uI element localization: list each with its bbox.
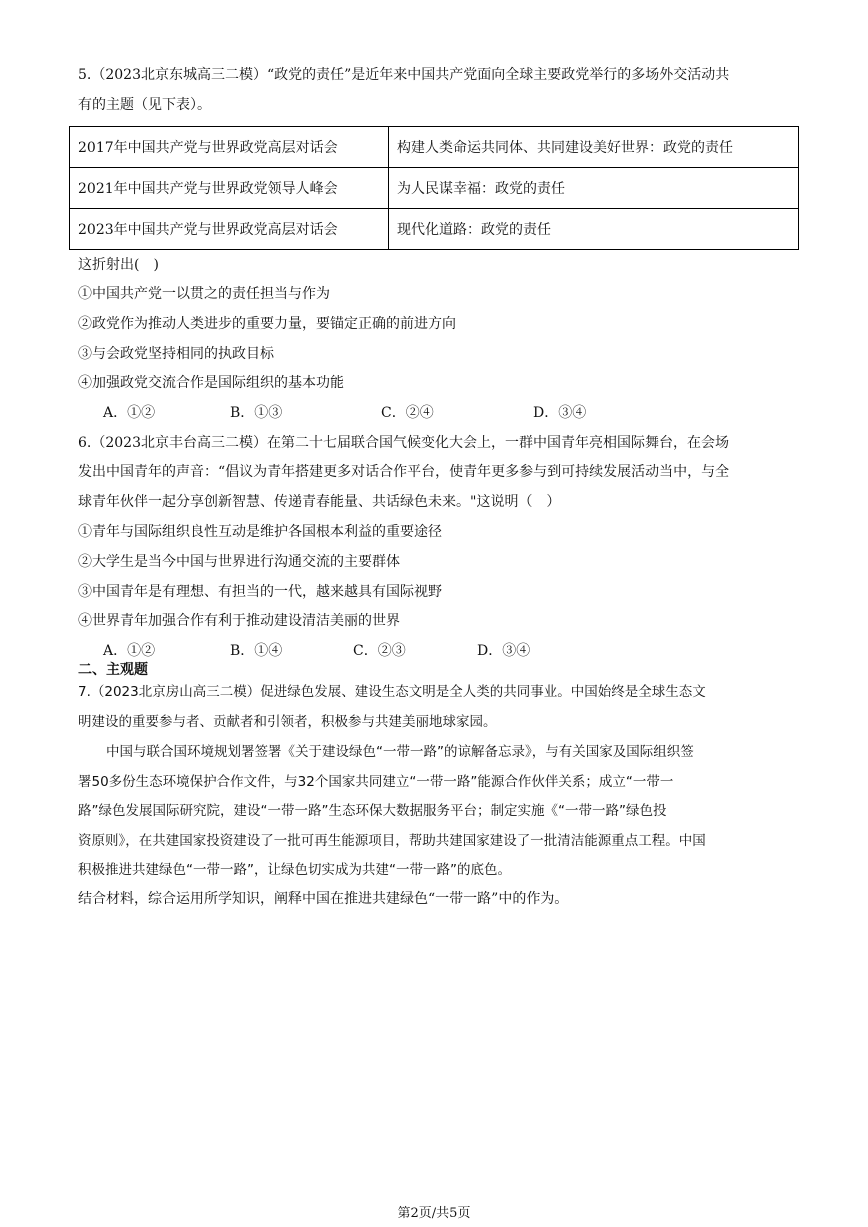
q6-item-2: ②大学生是当今中国与世界进行沟通交流的主要群体 — [78, 554, 400, 570]
q6-stem-line-1: 6.（2023北京丰台高三二模）在第二十七届联合国气候变化大会上，一群中国青年亮相国际舞台，在会场 — [78, 435, 729, 451]
q5-item-3: ③与会政党坚持相同的执政目标 — [78, 346, 274, 362]
table-cell: 2021年中国共产党与世界政党领导人峰会 — [70, 168, 389, 209]
q6-item-1: ①青年与国际组织良性互动是维护各国根本利益的重要途径 — [78, 524, 442, 540]
page-number: 第2页/共5页 — [397, 1206, 471, 1221]
q6-option-a[interactable]: A．①② — [103, 643, 156, 659]
q5-option-a[interactable]: A．①② — [103, 405, 156, 421]
q5-item-4: ④加强政党交流合作是国际组织的基本功能 — [78, 375, 344, 391]
q7-stem-line-1: 7.（2023北京房山高三二模）促进绿色发展、建设生态文明是全人类的共同事业。中国始终是全球生态文 — [78, 684, 706, 700]
q6-item-3: ③中国青年是有理想、有担当的一代，越来越具有国际视野 — [78, 584, 442, 600]
section-heading: 二、主观题 — [78, 662, 148, 678]
table-cell: 为人民谋幸福：政党的责任 — [389, 168, 799, 209]
q5-stem-line-1: 5.（2023北京东城高三二模）“政党的责任”是近年来中国共产党面向全球主要政党举行的多场外交活动共 — [78, 67, 730, 83]
q5-table — [69, 126, 799, 250]
table-cell: 2023年中国共产党与世界政党高层对话会 — [70, 209, 389, 250]
q5-option-b[interactable]: B．①③ — [230, 405, 283, 421]
table-row — [70, 127, 799, 168]
table-cell: 2017年中国共产党与世界政党高层对话会 — [70, 127, 389, 168]
q5-stem-line-2: 有的主题（见下表）。 — [78, 97, 211, 113]
q5-item-1: ①中国共产党一以贯之的责任担当与作为 — [78, 286, 330, 302]
table-cell: 构建人类命运共同体、共同建设美好世界：政党的责任 — [389, 127, 799, 168]
q7-material-line-2: 署50多份生态环境保护合作文件，与32个国家共同建立“一带一路”能源合作伙伴关系；成立“一带一 — [78, 774, 674, 790]
q5-option-d[interactable]: D．③④ — [533, 405, 587, 421]
q6-option-c[interactable]: C．②③ — [353, 643, 406, 659]
q6-stem-line-3: 球青年伙伴一起分享创新智慧、传递青春能量、共话绿色未来。"这说明（ ） — [78, 494, 561, 510]
q6-item-4: ④世界青年加强合作有利于推动建设清洁美丽的世界 — [78, 613, 400, 629]
table-cell: 现代化道路：政党的责任 — [389, 209, 799, 250]
table-row — [70, 168, 799, 209]
table-row — [70, 209, 799, 250]
q7-material-line-1: 中国与联合国环境规划署签署《关于建设绿色“一带一路”的谅解备忘录》，与有关国家及国际组织签 — [106, 744, 694, 760]
q5-question: 这折射出( ) — [78, 257, 159, 273]
q6-stem-line-2: 发出中国青年的声音：“倡议为青年搭建更多对话合作平台，使青年更多参与到可持续发展活动当中，与全 — [78, 464, 730, 480]
q5-item-2: ②政党作为推动人类进步的重要力量，要锚定正确的前进方向 — [78, 316, 456, 332]
q6-option-d[interactable]: D．③④ — [477, 643, 531, 659]
q7-material-line-5: 积极推进共建绿色“一带一路”，让绿色切实成为共建“一带一路”的底色。 — [78, 862, 511, 878]
q7-material-line-3: 路”绿色发展国际研究院，建设“一带一路”生态环保大数据服务平台；制定实施《“一带一路”绿色投 — [78, 803, 667, 819]
q7-material-line-4: 资原则》，在共建国家投资建设了一批可再生能源项目，帮助共建国家建设了一批清洁能源重点工程。中国 — [78, 833, 706, 849]
q7-stem-line-2: 明建设的重要参与者、贡献者和引领者，积极参与共建美丽地球家园。 — [78, 714, 497, 730]
q5-option-c[interactable]: C．②④ — [381, 405, 434, 421]
q6-option-b[interactable]: B．①④ — [230, 643, 283, 659]
q7-task: 结合材料，综合运用所学知识，阐释中国在推进共建绿色“一带一路”中的作为。 — [78, 891, 569, 907]
